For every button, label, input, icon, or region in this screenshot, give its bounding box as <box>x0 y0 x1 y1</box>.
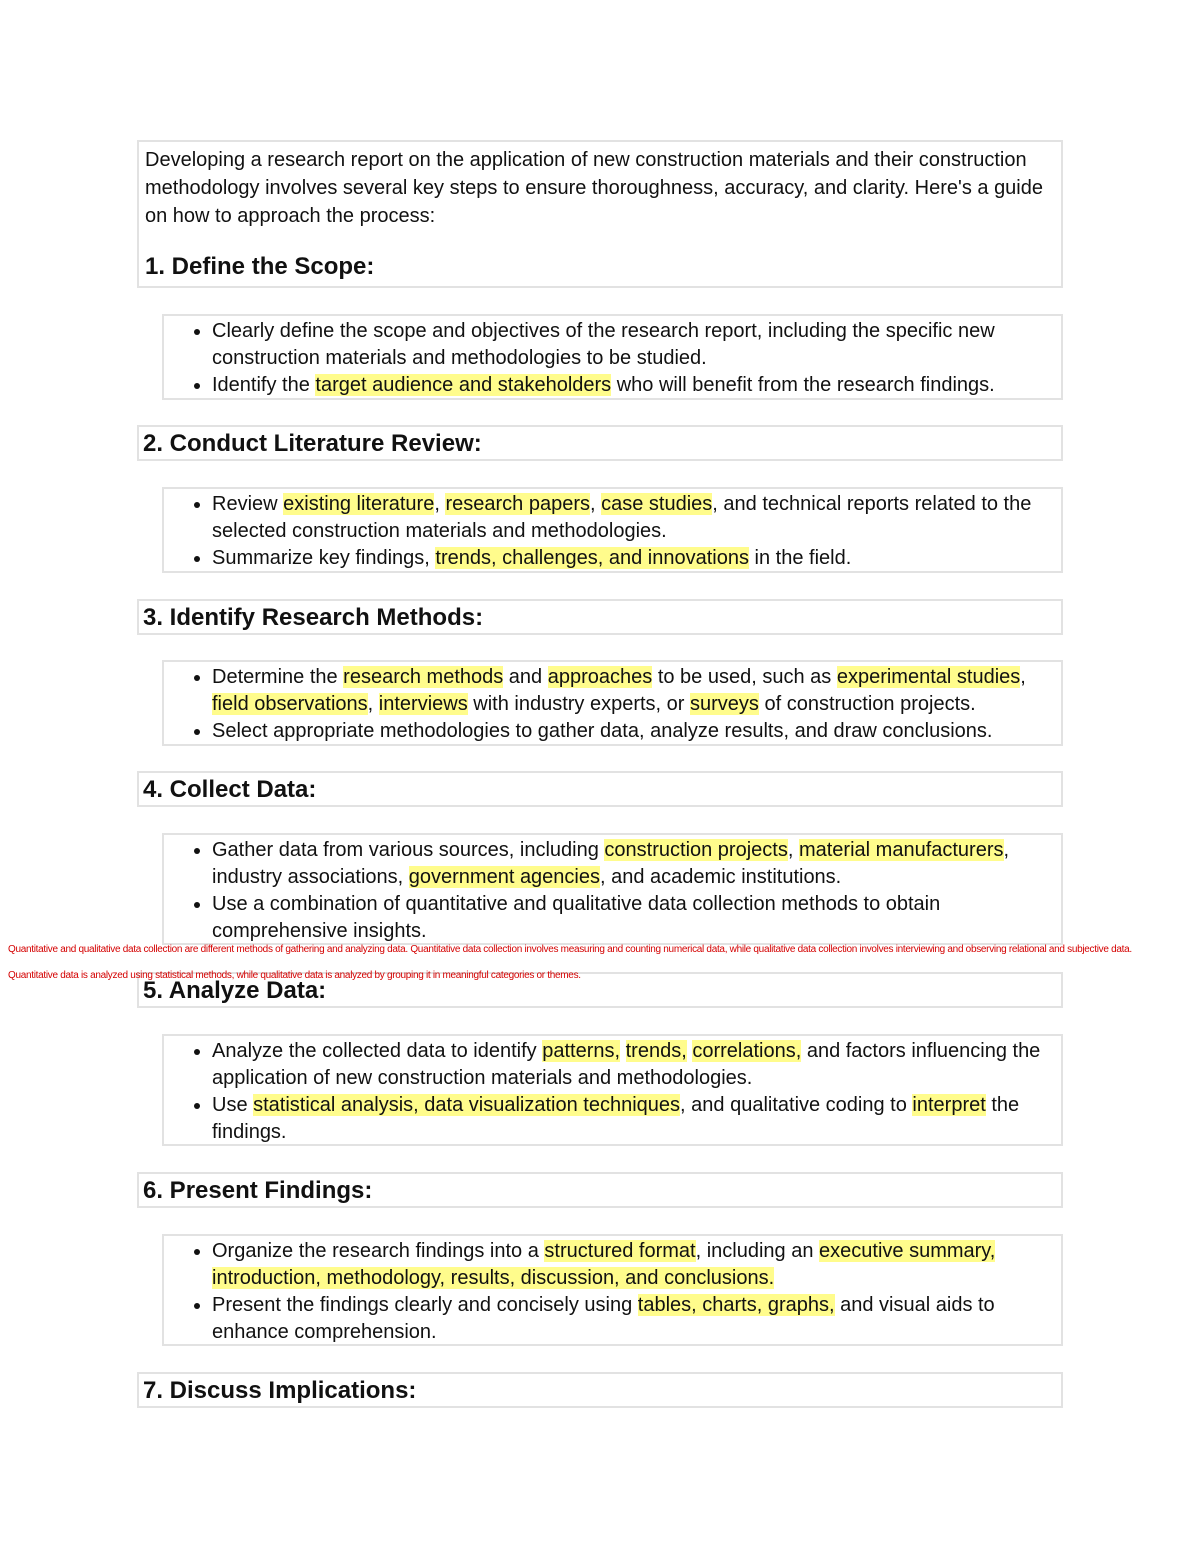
bullet-item <box>212 318 1055 372</box>
bullet-item <box>212 1292 1055 1346</box>
highlighted-text: existing literature <box>283 493 435 515</box>
highlighted-text: correlations, <box>692 1040 802 1062</box>
bullet-item <box>212 664 1055 718</box>
text-run: , <box>589 493 602 515</box>
text-run: , and academic institutions. <box>600 866 842 888</box>
section-heading: 5. Analyze Data: <box>143 977 327 1004</box>
text-run: of construction projects. <box>758 693 976 715</box>
section-heading-box <box>137 1372 1063 1408</box>
text-run: Clearly define the scope and objectives of the research report, including the specific new construction materials and methodologies to be studied. <box>212 320 995 369</box>
highlighted-text: executive summary, introduction, methodology, results, discussion, and conclusions. <box>212 1240 996 1289</box>
highlighted-text: research methods <box>343 666 504 688</box>
highlighted-text: approaches <box>547 666 653 688</box>
highlighted-text: patterns, <box>542 1040 621 1062</box>
section-heading: 1. Define the Scope: <box>145 253 375 280</box>
section-heading-box <box>137 1172 1063 1208</box>
section-heading-box <box>137 599 1063 635</box>
highlighted-text: experimental studies <box>836 666 1021 688</box>
highlighted-text: structured format <box>544 1240 696 1262</box>
highlighted-text: tables, charts, graphs, <box>637 1294 835 1316</box>
section-list <box>162 314 1063 400</box>
highlighted-text: target audience and stakeholders <box>315 374 612 396</box>
text-run: Identify the <box>212 374 316 396</box>
text-run: Organize the research findings into a <box>212 1240 545 1262</box>
text-run: Determine the <box>212 666 344 688</box>
text-run: with industry experts, or <box>467 693 691 715</box>
highlighted-text: statistical analysis, data visualization techniques <box>253 1094 681 1116</box>
text-run: in the field. <box>748 547 852 569</box>
text-run: Use a combination of quantitative and qualitative data collection methods to obtain comprehensive insights. <box>212 893 941 942</box>
section-heading-box <box>137 425 1063 461</box>
intro-block <box>137 140 1063 288</box>
text-run: and visual aids to enhance comprehension. <box>212 1294 995 1343</box>
bullet-item <box>212 718 1055 745</box>
section-heading: 6. Present Findings: <box>143 1177 373 1204</box>
highlighted-text: case studies <box>601 493 713 515</box>
text-run: the findings. <box>212 1094 1020 1143</box>
text-run: , <box>1020 666 1026 688</box>
section-heading: 4. Collect Data: <box>143 776 317 803</box>
text-run: and <box>503 666 548 688</box>
bullet-item <box>212 837 1055 891</box>
highlighted-text: government agencies <box>408 866 600 888</box>
text-run: Present the findings clearly and concisely using <box>212 1294 638 1316</box>
highlighted-text: trends, challenges, and innovations <box>435 547 749 569</box>
section-list <box>162 1234 1063 1346</box>
intro-paragraph: Developing a research report on the application of new construction materials and their construction methodology involves several key steps to ensure thoroughness, accuracy, and clarity. Here's a guide on how to approach the process: <box>145 149 1043 227</box>
text-run: Gather data from various sources, including <box>212 839 605 861</box>
text-run: Summarize key findings, <box>212 547 436 569</box>
bullet-item <box>212 1038 1055 1092</box>
text-run: who will benefit from the research findings. <box>611 374 995 396</box>
text-run: , <box>787 839 799 861</box>
section-heading: 3. Identify Research Methods: <box>143 604 484 631</box>
highlighted-text: construction projects <box>604 839 788 861</box>
highlighted-text: material manufacturers <box>798 839 1004 861</box>
section-heading-box <box>137 771 1063 807</box>
highlighted-text: surveys <box>690 693 759 715</box>
section-list <box>162 660 1063 746</box>
section-heading: 2. Conduct Literature Review: <box>143 430 482 457</box>
text-run: Use <box>212 1094 254 1116</box>
bullet-item <box>212 891 1055 945</box>
text-run: , <box>367 693 379 715</box>
text-run: Review <box>212 493 284 515</box>
highlighted-text: trends, <box>625 1040 687 1062</box>
text-run <box>620 1040 626 1062</box>
text-run: , and qualitative coding to <box>680 1094 913 1116</box>
bullet-item <box>212 372 1055 399</box>
bullet-item <box>212 545 1055 572</box>
bullet-item <box>212 491 1055 545</box>
bullet-item <box>212 1092 1055 1146</box>
text-run: and factors influencing the application of new construction materials and methodologies. <box>212 1040 1041 1089</box>
highlighted-text: research papers <box>445 493 590 515</box>
section-list <box>162 1034 1063 1146</box>
highlighted-text: interpret <box>912 1094 986 1116</box>
text-run: , including an <box>695 1240 820 1262</box>
section-heading: 7. Discuss Implications: <box>143 1377 417 1404</box>
highlighted-text: interviews <box>378 693 468 715</box>
section-list <box>162 833 1063 945</box>
text-run: , industry associations, <box>212 839 1010 888</box>
text-run: to be used, such as <box>652 666 837 688</box>
text-run: Analyze the collected data to identify <box>212 1040 543 1062</box>
bullet-item <box>212 1238 1055 1292</box>
highlighted-text: field observations <box>212 693 368 715</box>
annotation-note: Quantitative and qualitative data collection are different methods of gathering and analyzing data. Quantitative data collection involves measuring and counting numerical data, while qualitative data collection involves interviewing and observing relational and subjective data. <box>8 944 1132 955</box>
section-list <box>162 487 1063 573</box>
text-run: , and technical reports related to the selected construction materials and methodologies. <box>212 493 1032 542</box>
text-run: Select appropriate methodologies to gather data, analyze results, and draw conclusions. <box>212 720 993 742</box>
text-run: , <box>434 493 446 515</box>
annotation-note: Quantitative data is analyzed using statistical methods, while qualitative data is analyzed by grouping it in meaningful categories or themes. <box>8 970 581 981</box>
